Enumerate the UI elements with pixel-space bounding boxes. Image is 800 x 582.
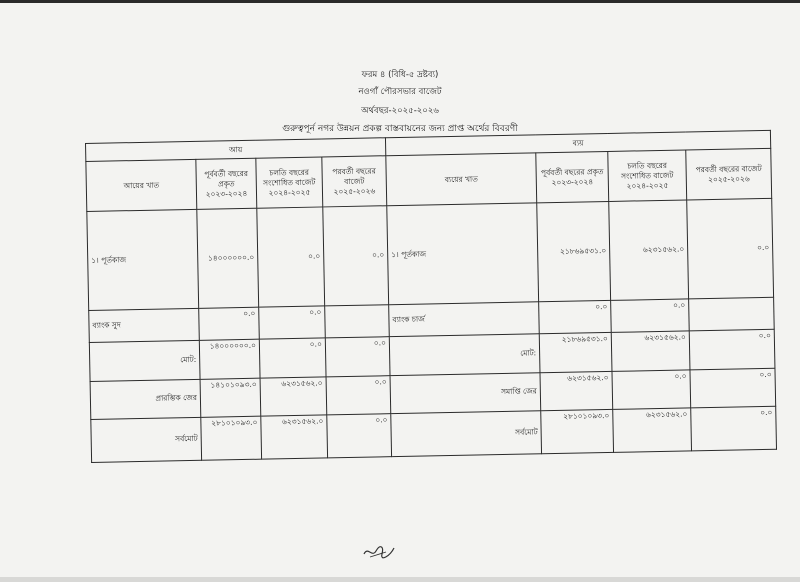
expense-value-cell: ৬২৩১৫৬২.০	[611, 331, 690, 371]
expense-value-cell: ০.০	[691, 406, 777, 450]
expense-category-cell: ১। পূর্তকাজ	[387, 203, 539, 304]
expense-category-cell: মোট:	[389, 334, 540, 375]
page-top-edge	[0, 0, 800, 3]
handwritten-signature-icon	[362, 542, 396, 562]
expense-category-cell: সমাপ্তি জের	[390, 372, 541, 413]
income-value-cell: ০.০	[325, 337, 390, 377]
expense-category-cell: সর্বমোট	[391, 411, 542, 457]
page-bottom-edge	[0, 577, 800, 582]
expense-value-cell: ০.০	[611, 299, 690, 333]
table-row	[87, 199, 774, 311]
expense-head-prev-actual: পূর্ববর্তী বছরের প্রকৃত ২০২৩-২০২৪	[536, 152, 609, 204]
income-head-prev-actual: পূর্ববর্তী বছরের প্রকৃত ২০২৩-২০২৪	[196, 158, 257, 209]
income-head-current-revised: চলতি বছরের সংশোধিত বাজেট ২০২৪-২০২৫	[256, 157, 323, 209]
income-value-cell: ০.০	[257, 207, 325, 307]
income-value-cell: ০.০	[199, 307, 260, 340]
income-value-cell: ৬২৩১৫৬২.০	[261, 415, 328, 459]
budget-table	[85, 130, 777, 463]
income-value-cell	[325, 305, 390, 338]
income-value-cell: ১৪০০০০০০.০	[199, 339, 260, 379]
expense-head-current-revised: চলতি বছরের সংশোধিত বাজেট ২০২৪-২০২৫	[608, 150, 687, 202]
expense-value-cell	[689, 297, 775, 331]
income-category-cell: প্রারম্ভিক জের	[90, 379, 201, 420]
form-number: ফরম ৪ (বিধি-৫ দ্রষ্টব্য)	[361, 70, 439, 80]
income-value-cell: ০.০	[326, 375, 391, 415]
income-value-cell: ১৪১০১০৯৩.০	[200, 378, 261, 418]
expense-value-cell: ০.০	[689, 329, 775, 369]
income-value-cell: ০.০	[323, 206, 389, 306]
expense-value-cell: ০.০	[539, 300, 612, 333]
expense-value-cell: ০.০	[687, 199, 774, 299]
income-category-cell: ১। পূর্তকাজ	[87, 210, 199, 311]
expense-value-cell: ০.০	[690, 368, 776, 408]
income-category-cell: ব্যাংক সুদ	[89, 308, 200, 342]
income-value-cell: ৬২৩১৫৬২.০	[260, 377, 327, 417]
expense-value-cell: ৬২৩১৫৬২.০	[613, 408, 692, 452]
expense-value-cell: ২১৮৬৯৫৩১.০	[539, 332, 612, 372]
income-value-cell: ১৪০০০০০০.০	[197, 209, 259, 309]
expense-head-next-budget: পরবর্তী বছরের বাজেট ২০২৫-২০২৬	[686, 149, 772, 201]
income-section-header: আয়	[86, 138, 386, 162]
income-value-cell: ০.০	[259, 306, 326, 339]
expense-value-cell: ৬২৩১৫৬২.০	[540, 371, 613, 411]
expense-value-cell: ২১৮৬৯৫৩১.০	[537, 202, 611, 302]
expense-value-cell: ৬২৩১৫৬২.০	[609, 200, 689, 300]
expense-value-cell: ০.০	[612, 370, 691, 410]
income-head-category: আয়ের খাত	[86, 160, 197, 212]
document-subtitle: গুরুত্বপূর্ন নগর উন্নয়ন প্রকল্প বাস্তবায়নের জন্য প্রাপ্ত অর্থের বিবরণী	[282, 124, 518, 134]
income-head-next-budget: পরবর্তী বছরের বাজেট ২০২৫-২০২৬	[322, 156, 387, 208]
income-value-cell: ২৮১০১০৯৩.০	[201, 416, 262, 460]
fiscal-year: অর্থবছর-২০২৫-২০২৬	[361, 106, 439, 116]
income-category-cell: মোট:	[89, 340, 200, 381]
document-title: নওগাঁ পৌরসভার বাজেট	[358, 87, 442, 97]
income-value-cell: ০.০	[327, 414, 392, 458]
expense-section-header: ব্যয়	[386, 130, 771, 156]
income-value-cell: ০.০	[259, 338, 326, 378]
expense-category-cell: ব্যাংক চার্জ	[389, 302, 540, 337]
income-category-cell: সর্বমোট	[91, 417, 202, 462]
expense-value-cell: ২৮১০১০৯৩.০	[541, 410, 614, 454]
expense-head-category: ব্যয়ের খাত	[386, 153, 537, 206]
